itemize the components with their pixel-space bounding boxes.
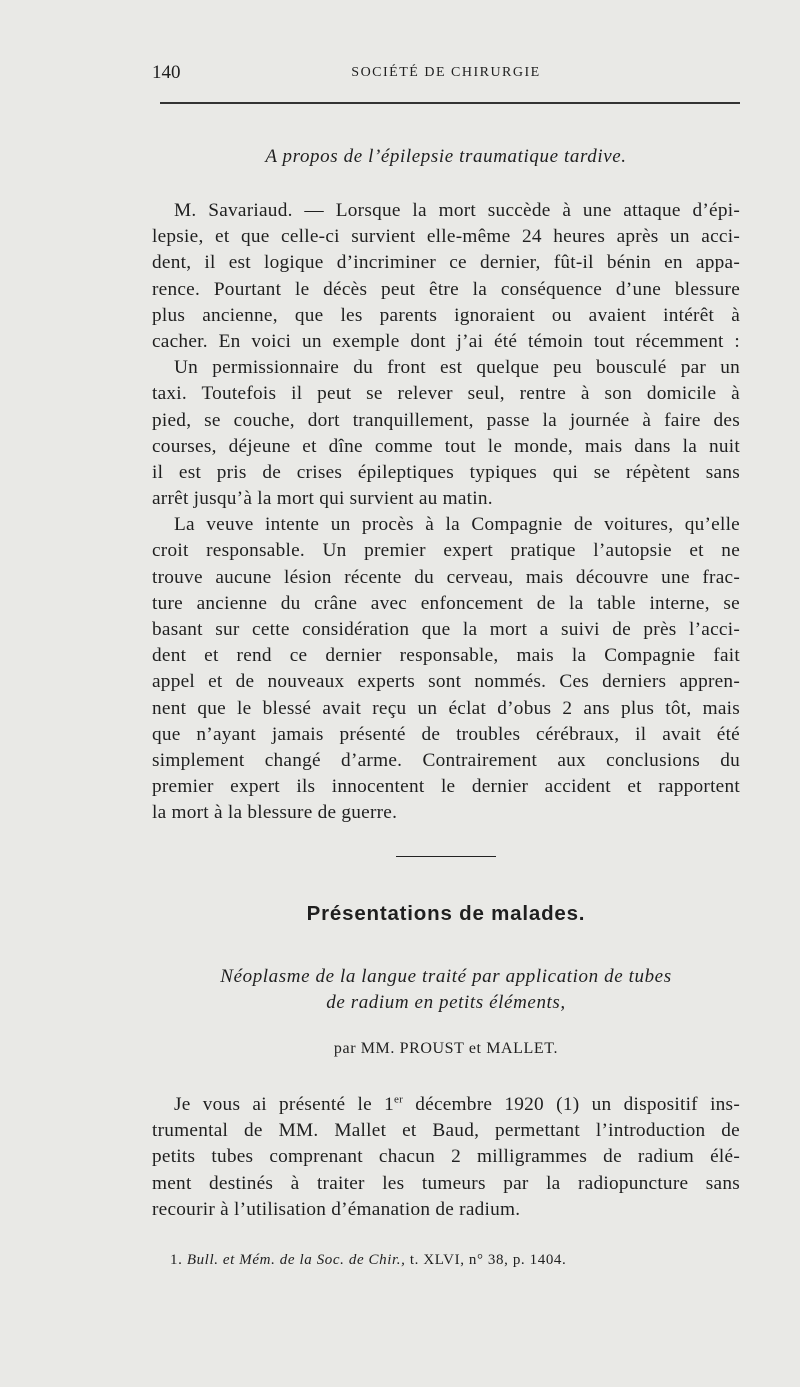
text-line: ment destinés à traiter les tumeurs par la radiopuncture sans xyxy=(152,1172,740,1194)
section-separator xyxy=(396,856,496,857)
article-authors: par MM. PROUST et MALLET. xyxy=(333,1040,559,1057)
text-line: simplement changé d’arme. Contrairement aux conclusions du xyxy=(152,749,740,771)
article-heading: Néoplasme de la langue traité par application de tubes xyxy=(220,966,672,987)
footnote xyxy=(170,1252,740,1269)
text-line: basant sur cette considération que la mort a suivi de près l’acci- xyxy=(152,619,740,640)
text-line: pied, se couche, dort tranquillement, passe la journée à faire des xyxy=(152,409,740,431)
text-line: courses, déjeune et dîne comme tout le monde, mais dans la nuit xyxy=(152,435,740,457)
article-heading-continued: de radium en petits éléments, xyxy=(326,992,566,1013)
text-line: La veuve intente un procès à la Compagnie de voitures, qu’elle xyxy=(174,514,740,536)
header-rule xyxy=(160,102,740,104)
text-line: la mort à la blessure de guerre. xyxy=(152,802,398,824)
running-head xyxy=(152,62,740,88)
section-title: Présentations de malades. xyxy=(306,902,586,925)
text-line: appel et de nouveaux experts sont nommés. Ces derniers appren- xyxy=(152,671,740,693)
text-line: rence. Pourtant le décès peut être la conséquence d’une blessure xyxy=(152,278,740,300)
text-line: trumental de MM. Mallet et Baud, permettant l’introduction de xyxy=(152,1120,740,1142)
text-line: recourir à l’utilisation d’émanation de radium. xyxy=(152,1198,521,1220)
text-segment: décembre 1920 (1) un dispositif ins- xyxy=(403,1094,740,1115)
footnote-number: 1. xyxy=(170,1252,183,1268)
text-line: nent que le blessé avait reçu un éclat d’obus 2 ans plus tôt, mais xyxy=(152,697,740,719)
text-line: cacher. En voici un exemple dont j’ai été témoin tout récemment : xyxy=(152,330,740,352)
text-line: trouve aucune lésion récente du cerveau, mais découvre une frac- xyxy=(152,566,740,588)
page-number: 140 xyxy=(152,62,181,83)
text-line: croit responsable. Un premier expert pratique l’autopsie et ne xyxy=(152,540,740,562)
text-segment: Je vous ai présenté le 1 xyxy=(174,1094,394,1115)
ordinal-superscript: er xyxy=(393,1093,404,1106)
footnote-source: Bull. et Mém. de la Soc. de Chir., xyxy=(186,1252,406,1268)
journal-title: SOCIÉTÉ DE CHIRURGIE xyxy=(351,65,541,80)
text-line: lepsie, et que celle-ci survient elle-même 24 heures après un acci- xyxy=(152,226,740,248)
text-line: plus ancienne, que les parents ignoraient ou avaient intérêt à xyxy=(152,304,740,326)
footnote-details: t. XLVI, n° 38, p. 1404. xyxy=(409,1252,567,1268)
text-line: arrêt jusqu’à la mort qui survient au matin. xyxy=(152,488,493,510)
article-heading: A propos de l’épilepsie traumatique tardive. xyxy=(265,146,627,167)
text-line: premier expert ils innocentent le dernier accident et rapportent xyxy=(152,776,740,798)
text-line: il est pris de crises épileptiques typiques qui se répètent sans xyxy=(152,461,740,483)
text-line: petits tubes comprenant chacun 2 milligrammes de radium élé- xyxy=(152,1146,740,1168)
article-body xyxy=(152,1092,740,1223)
text-line: dent et rend ce dernier responsable, mais la Compagnie fait xyxy=(152,645,740,667)
text-line xyxy=(152,1092,740,1118)
text-line: dent, il est logique d’incriminer ce dernier, fût-il bénin en appa- xyxy=(152,252,740,274)
article-body xyxy=(152,198,740,827)
text-line: M. Savariaud. — Lorsque la mort succède à une attaque d’épi- xyxy=(174,200,740,221)
text-line: taxi. Toutefois il peut se relever seul, rentre à son domicile à xyxy=(152,383,740,405)
text-line: ture ancienne du crâne avec enfoncement de la table interne, se xyxy=(152,592,740,614)
text-line: Un permissionnaire du front est quelque peu bousculé par un xyxy=(174,357,740,379)
text-line: que n’ayant jamais présenté de troubles cérébraux, il avait été xyxy=(152,723,740,745)
